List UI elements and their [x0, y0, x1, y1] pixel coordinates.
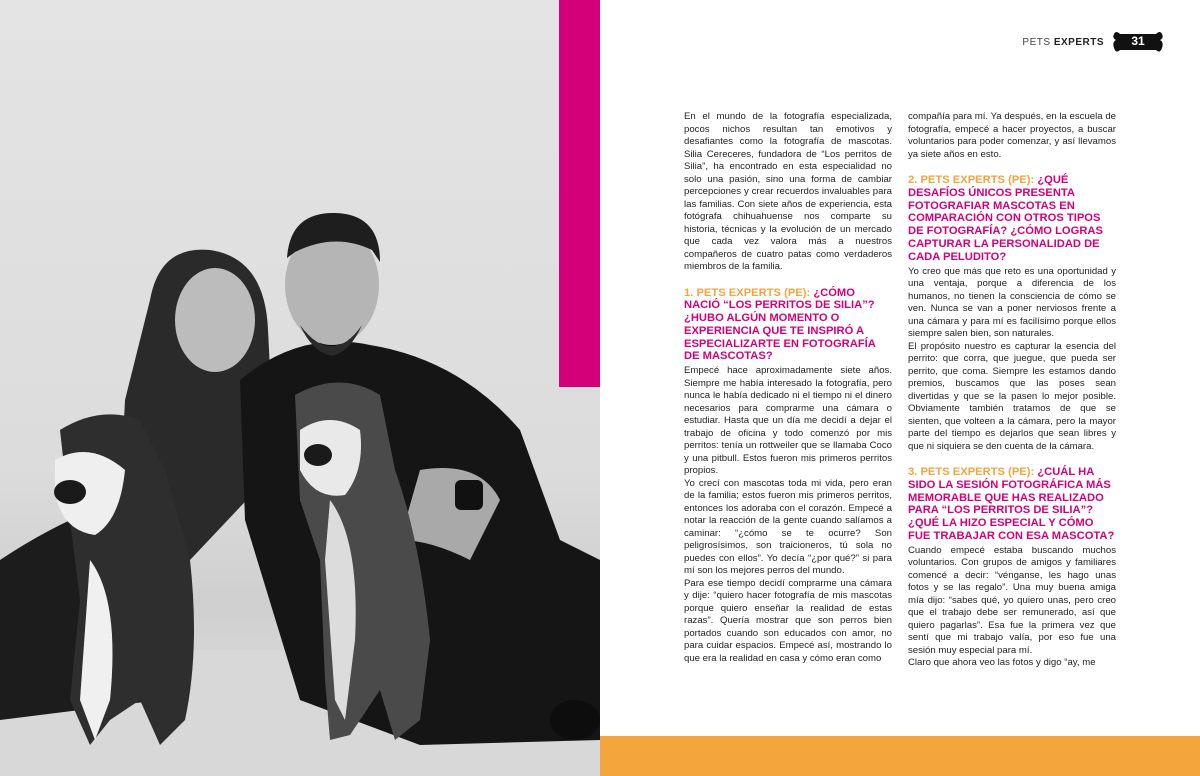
- page-number-badge: [1112, 30, 1164, 54]
- answer-2-paragraph: El propósito nuestro es capturar la esencia del perrito: que corra, que juegue, que pueda ser perrito, que coma. Siempre les estamos dando premios, buscamos que las poses sean divertidas y que se la pasen lo mejor posible. Obviamente también tratamos de que se sienten, que volteen a la cámara, pero la mayor parte del tiempo es dejarlos que sean libres y que ni siquiera se den cuenta de la cámara.: [908, 340, 1116, 452]
- question-1-text: ¿CÓMO NACIÓ “LOS PERRITOS DE SILIA”? ¿HUBO ALGÚN MOMENTO O EXPERIENCIA QUE TE INSPIRÓ A ESPECIALIZARTE EN FOTOGRAFÍA DE MASCOTAS?: [684, 286, 876, 363]
- magenta-accent-bar: [559, 0, 600, 387]
- question-3: [908, 466, 1116, 543]
- intro-paragraph: En el mundo de la fotografía especializada, pocos nichos resultan tan emotivos y desafiantes como la fotografía de mascotas. Silia Cereceres, fundadora de “Los perritos de Silia”, ha encontrado en esta especialidad no solo una pasión, sino una forma de cambiar percepciones y crear recuerdos invaluables para las familias. Con siete años de experiencia, esta fotógrafa chihuahuense nos comparte su historia, técnicas y la evolución de un mercado que cada vez valora más a nuestros compañeros de cuatro patas como verdaderos miembros de la familia.: [684, 111, 892, 272]
- footer-orange-bar: [600, 736, 1200, 776]
- section-label: PETS EXPERTS: [1022, 36, 1104, 48]
- answer-1-paragraph: Para ese tiempo decidí comprarme una cámara y dije: “quiero hacer fotografía de mis mascotas porque quiero enseñar la realidad de estas razas”. Quería mostrar que son perros bien portados cuando son educados con amor, no para cuidar espacios. Empecé así, mostrando lo que era la realidad en casa y cómo eran como: [684, 577, 892, 664]
- answer-1-paragraph: Yo crecí con mascotas toda mi vida, pero eran de la familia; estos fueron mis primeros perritos, entonces los adoraba con el corazón. Empecé a notar la reacción de la gente cuando salíamos a caminar: “¿cómo se te ocurre? Son peligrosísimos, son traicioneros, tú sola no puedes con ellos”. Yo decía “¿por qué?” si para mí son los mejores perros del mundo.: [684, 477, 892, 577]
- question-2-text: ¿QUÉ DESAFÍOS ÚNICOS PRESENTA FOTOGRAFIAR MASCOTAS EN COMPARACIÓN CON OTROS TIPOS DE FOTOGRAFÍA? ¿CÓMO LOGRAS CAPTURAR LA PERSONALIDAD DE CADA PELUDITO?: [908, 174, 1103, 263]
- answer-3-paragraph: Claro que ahora veo las fotos y digo “ay, me: [908, 657, 1096, 669]
- page-number: 31: [1131, 34, 1145, 48]
- answer-3-paragraph: Cuando empecé estaba buscando muchos voluntarios. Con grupos de amigos y familiares comencé a decir: “vénganse, les hago unas fotos y se las regalo”. Una muy buena amiga mía dijo: “sabes qué, yo quiero unas, pero creo que el trabajo debe ser remunerado, así que quiero pagarlas”. Esa fue la primera vez que sentí que mi trabajo valía, por eso fue una sesión muy especial para mí.: [908, 544, 1116, 656]
- question-2: [908, 174, 1116, 264]
- question-3-text: ¿CUÁL HA SIDO LA SESIÓN FOTOGRÁFICA MÁS MEMORABLE QUE HAS REALIZADO PARA “LOS PERRITOS DE SILIA”? ¿QUÉ LA HIZO ESPECIAL Y CÓMO FUE TRABAJAR CON ESA MASCOTA?: [908, 466, 1115, 543]
- running-header: [1022, 30, 1164, 54]
- question-3-prefix: 3. PETS EXPERTS (PE):: [908, 466, 1035, 479]
- answer-1-paragraph: Empecé hace aproximadamente siete años. Siempre me había interesado la fotografía, pero nunca le había dedicado ni el tiempo ni el dinero necesarios para comprarme una cámara o estudiar. Hasta que un día me decidí a dejar el trabajo de oficina y todo comenzó por mis perritos: tenía un rottweiler que se llamaba Coco y una pitbull. Estos fueron mis primeros perritos propios.: [684, 365, 892, 477]
- question-2-prefix: 2. PETS EXPERTS (PE):: [908, 174, 1035, 186]
- answer-2-paragraph: Yo creo que más que reto es una oportunidad y una ventaja, porque a diferencia de los humanos, no tienen la consciencia de cómo se ven. Nunca se van a poner nerviosos frente a una cámara y para mí es facilísimo porque ellos siempre salen bien, son naturales.: [908, 265, 1116, 340]
- article-column-1: [684, 111, 892, 665]
- question-1: [684, 287, 892, 364]
- article-column-2: [908, 111, 1116, 670]
- answer-1-paragraph: compañía para mí. Ya después, en la escuela de fotografía, empecé a hacer proyectos, a buscar voluntarios para poder comenzar, y así llevamos ya siete años en esto.: [908, 111, 1116, 160]
- question-1-prefix: 1. PETS EXPERTS (PE):: [684, 286, 811, 299]
